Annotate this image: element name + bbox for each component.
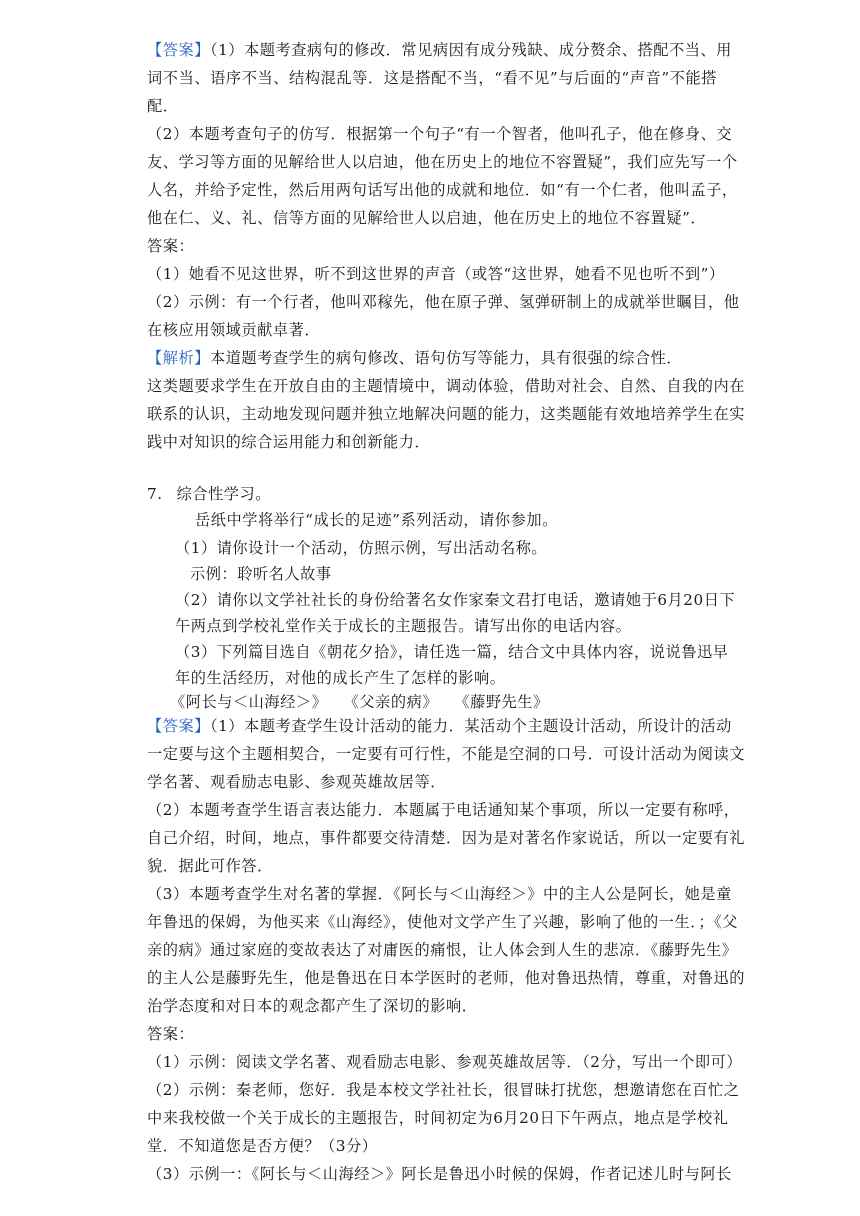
answer-line: （1）她看不见这世界，听不到这世界的声音（或答“这世界，她看不见也听不到”）: [147, 265, 725, 283]
question-line: （1）请你设计一个活动，仿照示例，写出活动名称。: [175, 539, 548, 557]
answer-line: 词不当、语序不当、结构混乱等．这是搭配不当，“看不见”与后面的“声音”不能搭: [147, 69, 717, 87]
answer-line: （2）示例：有一个行者，他叫邓稼先，他在原子弹、氢弹研制上的成就举世瞩目，他: [147, 293, 740, 311]
answer-line: （2）本题考查学生语言表达能力．本题属于电话通知某个事项，所以一定要有称呼，: [147, 801, 740, 819]
answer-line: 治学态度和对日本的观念都产生了深切的影响．: [147, 997, 478, 1015]
question-line: 岳纸中学将举行“成长的足迹”系列活动，请你参加。: [195, 511, 558, 529]
answer-line: （3）本题考查学生对名著的掌握．《阿长与＜山海经＞》中的主人公是阿长，她是童: [147, 885, 732, 903]
question-line: 年的生活经历，对他的成长产生了怎样的影响。: [175, 669, 506, 687]
question-number: 7.: [147, 485, 163, 503]
answer-line: 配．: [147, 97, 179, 115]
answer-line: 亲的病》通过家庭的变故表达了对庸医的痛恨，让人体会到人生的悲凉．《藤野先生》: [147, 941, 738, 959]
answer-line: 貌．据此可作答．: [147, 857, 273, 875]
answer-label: 答案：: [147, 1025, 195, 1043]
answer-line: （1）示例：阅读文学名著、观看励志电影、参观英雄故居等．（2分，写出一个即可）: [147, 1053, 743, 1071]
answer-line: 【答案】（1）本题考查学生设计活动的能力．某活动个主题设计活动，所设计的活动: [147, 717, 732, 735]
answer-line: 学名著、观看励志电影、参观英雄故居等．: [147, 773, 447, 791]
answer-line: 人名，并给予定性，然后用两句话写出他的成就和地位．如“有一个仁者，他叫孟子，: [147, 181, 738, 199]
question-line: 示例：聆听名人故事: [190, 565, 332, 583]
answer-line: 堂．不知道您是否方便？（3分）: [147, 1137, 378, 1155]
analysis-line: 【解析】本道题考查学生的病句修改、语句仿写等能力，具有很强的综合性．: [147, 349, 683, 367]
answer-line: 他在仁、义、礼、信等方面的见解给世人以启迪，他在历史上的地位不容置疑”．: [147, 209, 707, 227]
answer-line: 一定要与这个主题相契合，一定要有可行性，不能是空洞的口号．可设计活动为阅读文: [147, 745, 746, 763]
answer-line: 在核应用领域贡献卓著．: [147, 321, 321, 339]
answer-line: （2）本题考查句子的仿写．根据第一个句子“有一个智者，他叫孔子，他在修身、交: [147, 125, 733, 143]
answer-label: 答案：: [147, 237, 195, 255]
answer-tag: 【答案】: [147, 717, 210, 735]
answer-line: （3）示例一：《阿长与＜山海经＞》阿长是鲁迅小时候的保姆，作者记述儿时与阿长: [147, 1165, 732, 1183]
analysis-tag: 【解析】: [147, 349, 210, 367]
answer-line: 【答案】（1）本题考查病句的修改．常见病因有成分残缺、成分赘余、搭配不当、用: [147, 41, 732, 59]
answer-line: 友、学习等方面的见解给世人以启迪，他在历史上的地位不容置疑”，我们应先写一个: [147, 153, 738, 171]
analysis-line: 践中对知识的综合运用能力和创新能力．: [147, 433, 431, 451]
answer-line: （2）示例：秦老师，您好．我是本校文学社社长，很冒昧打扰您，想邀请您在百忙之: [147, 1081, 740, 1099]
answer-tag: 【答案】: [147, 41, 210, 59]
answer-line: 年鲁迅的保姆，为他买来《山海经》，使他对文学产生了兴趣，影响了他的一生．；《父: [147, 913, 738, 931]
question-line: 午两点到学校礼堂作关于成长的主题报告。请写出你的电话内容。: [175, 617, 632, 635]
analysis-line: 联系的认识，主动地发现问题并独立地解决问题的能力，这类题能有效地培养学生在实: [147, 405, 746, 423]
answer-line: 的主人公是藤野先生，他是鲁迅在日本学医时的老师，他对鲁迅热情，尊重，对鲁迅的: [147, 969, 746, 987]
question-heading: 7. 综合性学习。: [147, 485, 272, 503]
question-line: （3）下列篇目选自《朝花夕拾》，请任选一篇，结合文中具体内容，说说鲁迅早: [175, 643, 729, 661]
question-line: （2）请你以文学社社长的身份给著名女作家秦文君打电话，邀请她于6月20日下: [175, 591, 736, 609]
question-line: 《阿长与＜山海经＞》 《父亲的病》 《藤野先生》: [170, 693, 549, 711]
answer-line: 中来我校做一个关于成长的主题报告，时间初定为6月20日下午两点，地点是学校礼: [147, 1109, 729, 1127]
answer-line: 自己介绍，时间，地点，事件都要交待清楚．因为是对著名作家说话，所以一定要有礼: [147, 829, 746, 847]
analysis-line: 这类题要求学生在开放自由的主题情境中，调动体验，借助对社会、自然、自我的内在: [147, 377, 746, 395]
